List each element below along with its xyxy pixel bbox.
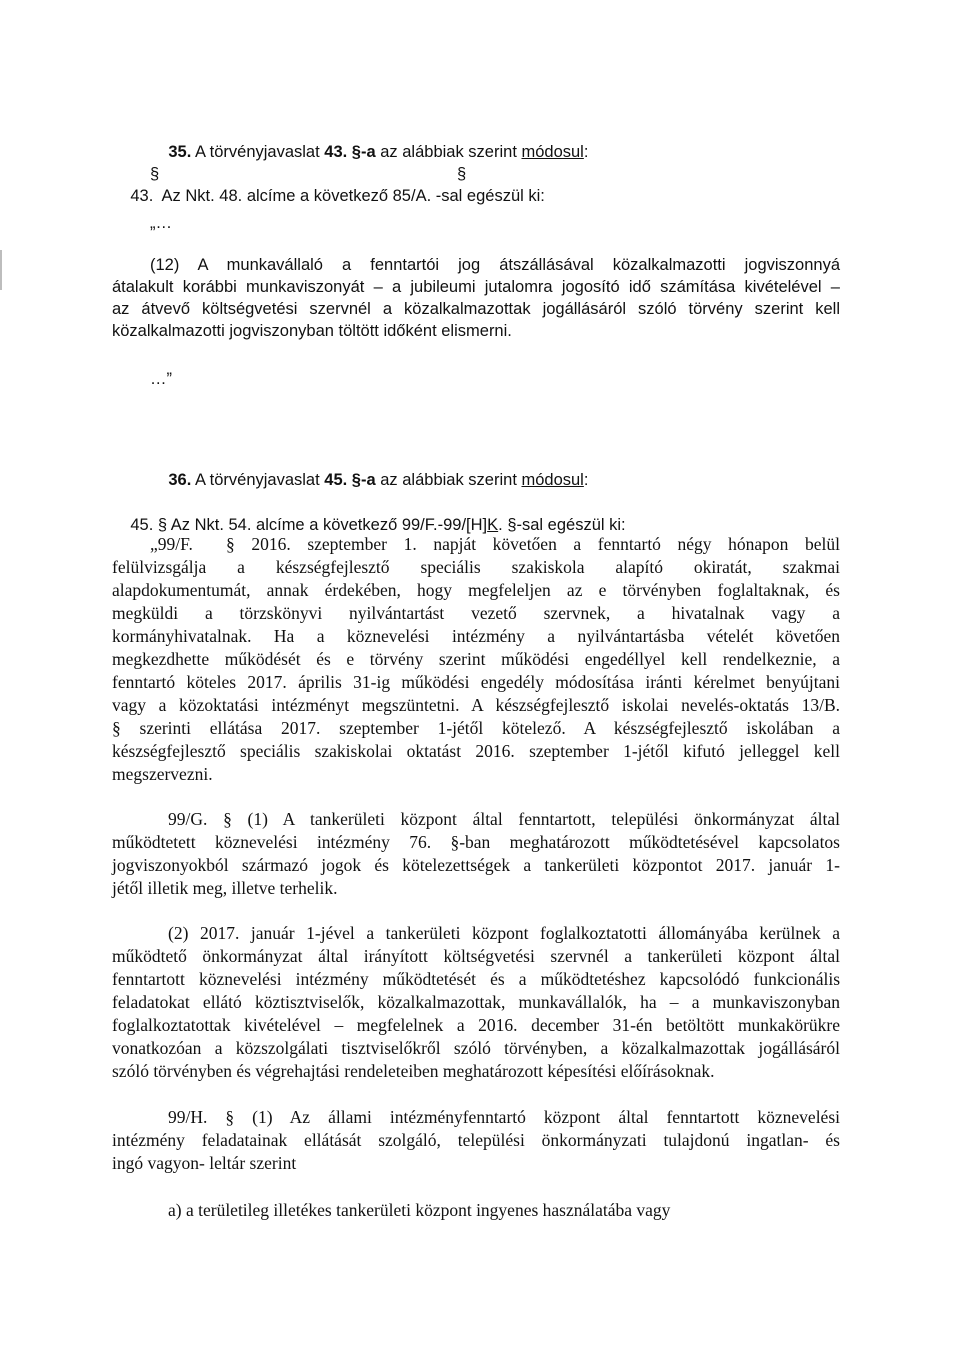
section-sign-2: § xyxy=(457,165,467,183)
p99f-line-11: megszervezni. xyxy=(112,764,213,784)
amendment-text: . xyxy=(498,516,508,534)
inserted-letter: K xyxy=(487,516,499,534)
scan-edge-mark xyxy=(0,250,2,290)
amendment-text: Az Nkt. 54. alcíme a következő 99/F.-99/[H] xyxy=(167,516,488,534)
p99g2-line-6: vonatkozóan a közszolgálati tisztviselőkről szóló törvényben, a közalkalmazottak jogállásáról xyxy=(112,1038,840,1058)
p99f-line-5: kormányhivatalnak. Ha a köznevelési intézmény a nyilvántartásba vételét követően xyxy=(112,626,840,646)
p99f-line-1: „99/F. § 2016. szeptember 1. napját követően a fenntartó négy hónapon belül xyxy=(150,534,840,554)
heading-text: az alábbiak szerint xyxy=(375,143,522,161)
section-number: 36. xyxy=(168,471,192,489)
p99g-line-2: működtetett köznevelési intézmény 76. §-ban meghatározott működtetésével kapcsolatos xyxy=(112,832,840,852)
p99f-line-6: megkezdhette működését és e törvény szerint működési engedéllyel kell rendelkeznie, a xyxy=(112,649,840,669)
p99g-line-1: 99/G. § (1) A tankerületi központ által fenntartott, települési önkormányzat által xyxy=(168,809,840,829)
modosul-word: módosul xyxy=(521,471,584,489)
colon: : xyxy=(583,471,589,489)
section-sign: § xyxy=(157,516,168,534)
p99f-line-8: vagy a közoktatási intézményt megszüntetni. A készségfejlesztő iskolai nevelés-oktatás 13/B. xyxy=(112,695,840,715)
section-ref: 43. §-a xyxy=(324,143,376,161)
p99g-line-4: jétől illetik meg, illetve terhelik. xyxy=(112,878,338,898)
colon: : xyxy=(583,143,589,161)
p99h-line-1: 99/H. § (1) Az állami intézményfenntartó központ által fenntartott köznevelési xyxy=(168,1107,840,1127)
p99f-line-4: megküldi a törzskönyvi nyilvántartást vezető szervnek, a hivatalnak vagy a xyxy=(112,603,840,623)
p99g2-line-5: foglalkoztatottak kivételével – megfelelnek a 2016. december 31-én betöltött munkakörükre xyxy=(112,1015,840,1035)
amendment-text: -sal egészül ki: xyxy=(516,516,626,534)
amendment-43-line xyxy=(112,163,545,229)
modosul-word: módosul xyxy=(521,143,584,161)
p12-line-1: (12) A munkavállaló a fenntartói jog átszállásával közalkalmazotti jogviszonnyá xyxy=(150,256,840,274)
p99g2-line-2: működtető önkormányzat által irányított költségvetési szervnél a tankerületi központ által xyxy=(112,946,840,966)
p99g2-line-7: szóló törvényben és végrehajtási rendeleteiben meghatározott képesítési előírásoknak. xyxy=(112,1061,715,1081)
p99f-line-7: fenntartó köteles 2017. április 31-ig működési engedély módosítása iránti kérelmet benyújtani xyxy=(112,672,840,692)
amendment-text: 45. xyxy=(130,516,158,534)
heading-text: A törvényjavaslat xyxy=(191,471,325,489)
heading-text: A törvényjavaslat xyxy=(191,143,325,161)
amendment-text: 43. Az Nkt. 48. alcíme a következő 85/A. -sal egészül ki: xyxy=(130,187,545,205)
open-quote: „… xyxy=(150,214,172,232)
p99f-line-3: alapdokumentumát, annak érdekében, hogy megfeleljen az e törvényben foglaltaknak, és xyxy=(112,580,840,600)
section-sign-1: § xyxy=(150,165,160,183)
p12-line-3: az átvevő költségvetési szervnél a közalkalmazottak jogállásáról szóló törvény szerint kell xyxy=(112,300,840,318)
p99f-line-2: felülvizsgálja a készségfejlesztő speciális szakiskola alapító okiratát, szakmai xyxy=(112,557,840,577)
p99g2-line-1: (2) 2017. január 1-jével a tankerületi központ foglalkoztatotti állományába kerülnek a xyxy=(168,923,840,943)
section-ref: 45. §-a xyxy=(324,471,376,489)
list-item-a: a) a területileg illetékes tankerületi központ ingyenes használatába vagy xyxy=(168,1200,671,1220)
p99g-line-3: jogviszonyokból származó jogok és kötelezettségek a tankerületi központot 2017. január 1- xyxy=(112,855,840,875)
p12-line-4: közalkalmazotti jogviszonyban töltött időként elismerni. xyxy=(112,322,512,340)
close-quote: …” xyxy=(150,370,172,388)
heading-text: az alábbiak szerint xyxy=(375,471,522,489)
p99h-line-3: ingó vagyon- leltár szerint xyxy=(112,1153,297,1173)
section-number: 35. xyxy=(168,143,192,161)
p99f-line-9: § szerinti ellátása 2017. szeptember 1-jétől kötelező. A készségfejlesztő iskolában a xyxy=(112,718,840,738)
p99f-line-10: készségfejlesztő speciális szakiskolai oktatást 2016. szeptember 1-jétől kifutó jelleggel kell xyxy=(112,741,840,761)
section-sign: § xyxy=(507,516,517,534)
p99g2-line-3: fenntartott köznevelési intézmény működtetését és a működtetéshez kapcsolódó funkcionális xyxy=(112,969,840,989)
p99g2-line-4: feladatokat ellátó köztisztviselők, közalkalmazottak, munkavállalók, ha – a munkaviszonyban xyxy=(112,992,840,1012)
p99h-line-2: intézmény feladatainak ellátását szolgáló, települési önkormányzati tulajdonú ingatlan- és xyxy=(112,1130,840,1150)
p12-line-2: átalakult korábbi munkaviszonyát – a jubileumi jutalomra jogosító idő számítása kivételével – xyxy=(112,278,840,296)
